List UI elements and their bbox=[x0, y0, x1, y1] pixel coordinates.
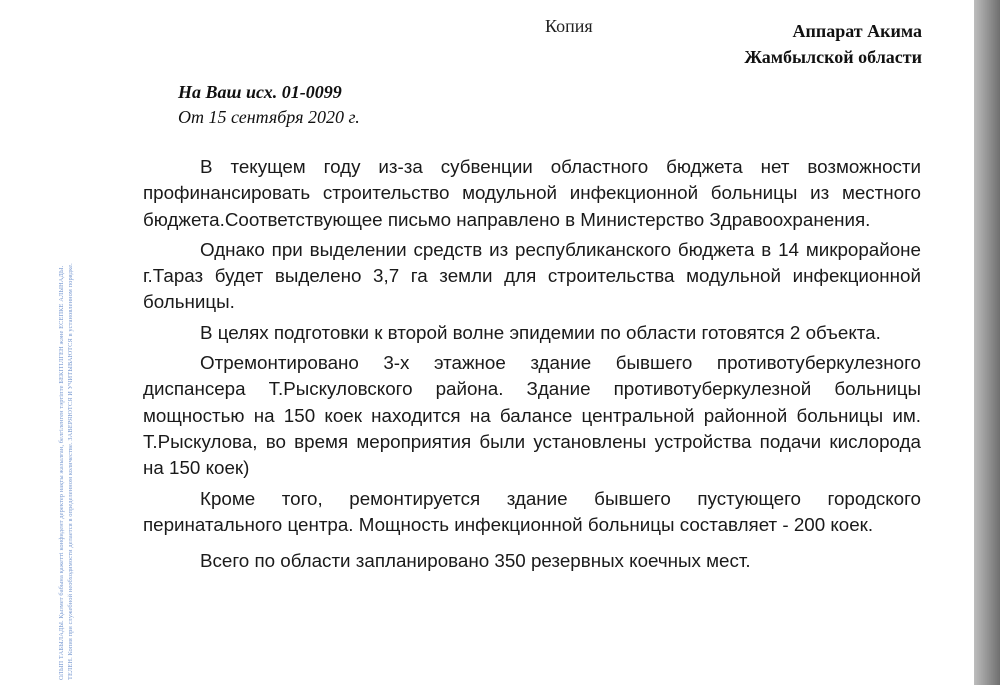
reference-date: От 15 сентября 2020 г. bbox=[178, 107, 360, 127]
page-edge-shadow bbox=[974, 0, 1000, 685]
paragraph: В целях подготовки к второй волне эпидемии по области готовятся 2 объекта. bbox=[200, 321, 881, 343]
paragraph: Всего по области запланировано 350 резервных коечных мест. bbox=[200, 550, 751, 572]
stamp-text bbox=[58, 30, 75, 680]
official-stamp-strip bbox=[58, 30, 104, 680]
paragraph: Однако при выделении средств из республиканского бюджета в 14 микрорайоне г.Тараз будет выделено 3,7 га земли для строительства модульной инфекционной больницы. bbox=[143, 238, 921, 313]
stamp-line-2: ТЕЛЕН. Копия при служебной необходимости делается в определенном количестве. ЗАВЕРЯЮТСЯ И УЧИТЫВАЮТСЯ в установленном порядке. bbox=[66, 263, 74, 680]
stamp-line-1: ОЛЫП ТАБЫЛАДЫ. Қызмет бабына қажетті конфидент деректер нақты жазылған, белгіленген тәртіпте БЕКІТІЛГЕН және ЕСЕПКЕ АЛЫНАДЫ. bbox=[58, 265, 65, 680]
letter-body bbox=[143, 154, 921, 578]
paragraph: Отремонтировано 3-х этажное здание бывшего противотуберкулезного диспансера Т.Рыскуловского района. Здание противотуберкулезной больницы мощностью на 150 коек находится на балансе центральной районной больницы им. Т.Рыскулова, во время мероприятия были установлены устройства подачи кислорода на 150 коек) bbox=[143, 352, 921, 479]
addressee-line-2: Жамбылской области bbox=[744, 47, 922, 67]
reference-number: На Ваш исх. 01-0099 bbox=[178, 82, 342, 102]
paragraph: В текущем году из-за субвенции областного бюджета нет возможности профинансировать строительство модульной инфекционной больницы из местного бюджета.Соответствующее письмо направлено в Министерство Здравоохранения. bbox=[143, 156, 921, 230]
reference-block bbox=[178, 80, 360, 130]
copy-mark: Копия bbox=[545, 16, 593, 36]
paragraph: Кроме того, ремонтируется здание бывшего пустующего городского перинатального центра. Мощность инфекционной больницы составляет - 200 коек. bbox=[143, 487, 921, 535]
addressee-block bbox=[744, 18, 922, 70]
addressee-line-1: Аппарат Акима bbox=[792, 21, 922, 41]
